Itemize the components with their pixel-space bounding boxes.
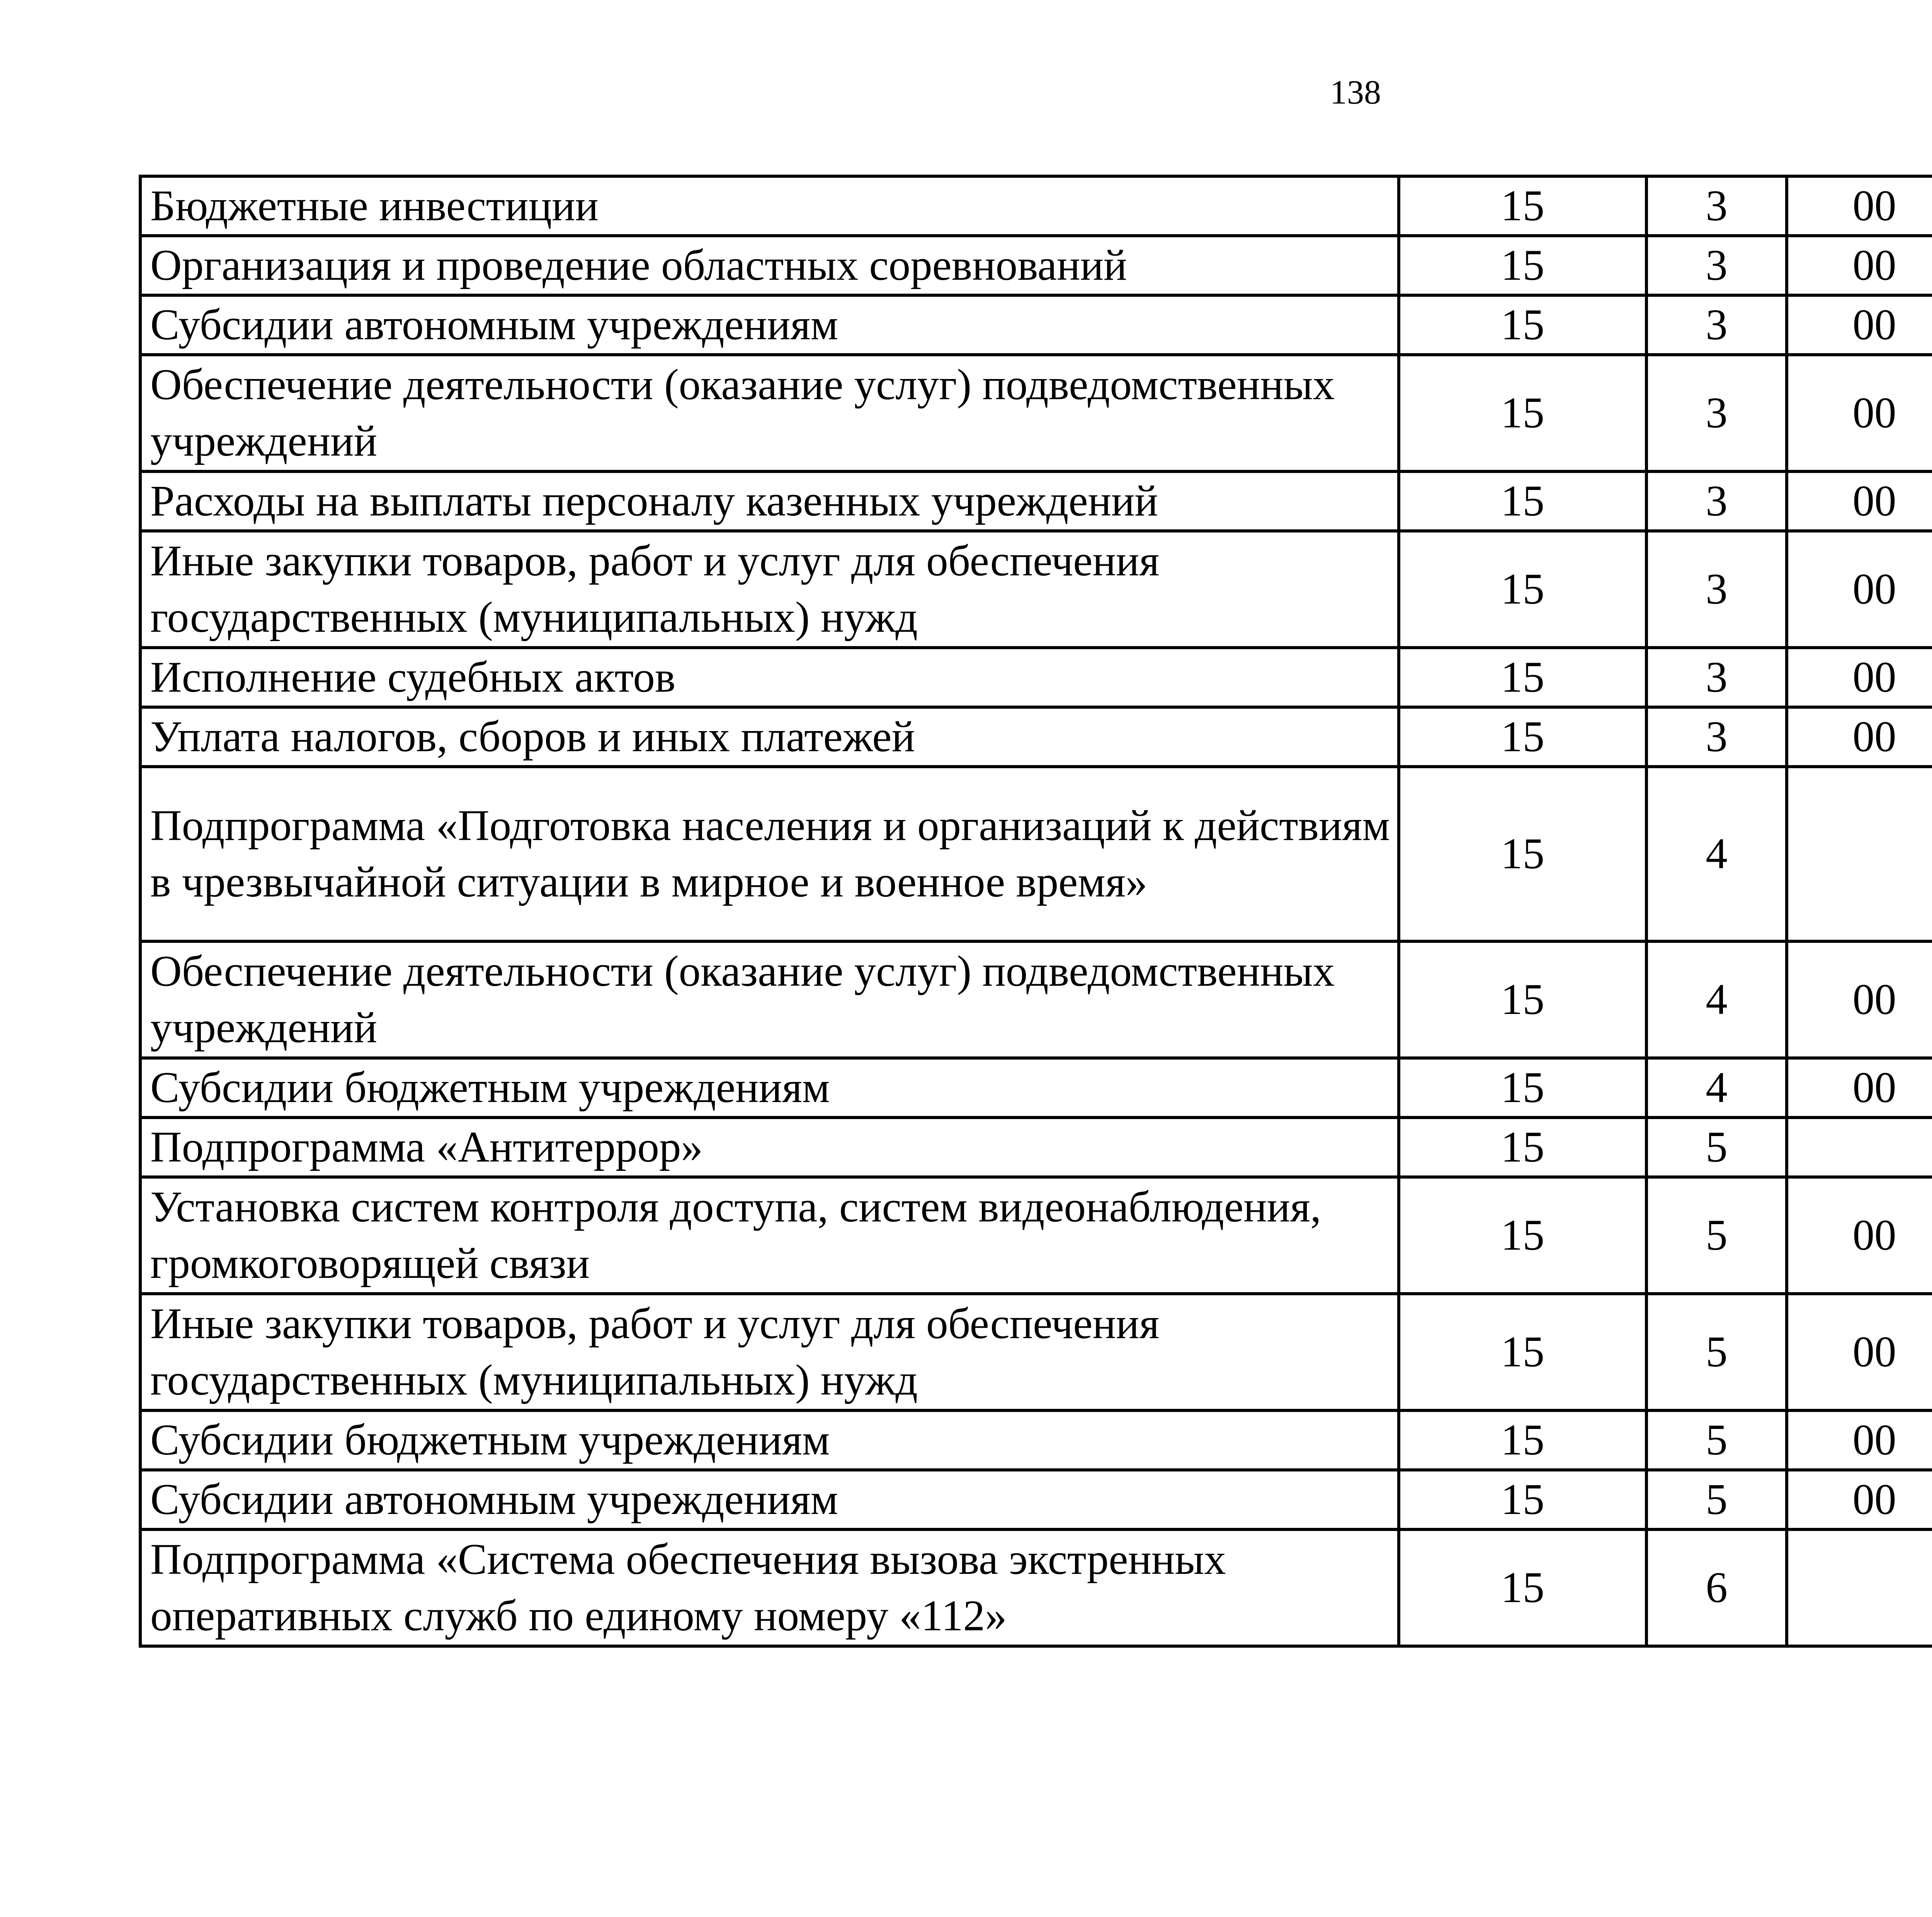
section-code: 15: [1399, 236, 1646, 295]
row-name: Обеспечение деятельности (оказание услуг) подведомственных учреждений: [140, 941, 1399, 1058]
table-row: [140, 295, 1932, 355]
subsection-code: 3: [1646, 707, 1787, 767]
section-code: 15: [1399, 176, 1646, 236]
subsection-code: 3: [1646, 355, 1787, 471]
row-name: Подпрограмма «Подготовка населения и организаций к действиям в чрезвычайной ситуации в мирное и военное время»: [140, 767, 1399, 941]
section-code: 15: [1399, 941, 1646, 1058]
table-row: [140, 471, 1932, 531]
page-number: 138: [1330, 74, 1381, 111]
section-code: 15: [1399, 1177, 1646, 1294]
program-code: 00: [1787, 1177, 1932, 1294]
program-code: 00: [1787, 176, 1932, 236]
row-name: Установка систем контроля доступа, систем видеонаблюдения, громкоговорящей связи: [140, 1177, 1399, 1294]
program-code: 00: [1787, 1410, 1932, 1470]
program-code: 00: [1787, 707, 1932, 767]
program-code: 00: [1787, 355, 1932, 471]
program-code: 00: [1787, 471, 1932, 531]
table-row: [140, 1177, 1932, 1294]
row-name: Бюджетные инвестиции: [140, 176, 1399, 236]
program-code: 00: [1787, 648, 1932, 707]
subsection-code: 5: [1646, 1294, 1787, 1410]
section-code: 15: [1399, 471, 1646, 531]
subsection-code: 4: [1646, 941, 1787, 1058]
program-code: 00: [1787, 1294, 1932, 1410]
program-code: 00: [1787, 1470, 1932, 1529]
table-row: [140, 236, 1932, 295]
table-row: [140, 1294, 1932, 1410]
section-code: 15: [1399, 1294, 1646, 1410]
section-code: 15: [1399, 648, 1646, 707]
program-code: 00: [1787, 295, 1932, 355]
table-row: [140, 355, 1932, 471]
row-name: Субсидии автономным учреждениям: [140, 295, 1399, 355]
table-row: [140, 1058, 1932, 1118]
subsection-code: 5: [1646, 1118, 1787, 1177]
table-row: [140, 1529, 1932, 1646]
table-row: [140, 767, 1932, 941]
row-name: Подпрограмма «Антитеррор»: [140, 1118, 1399, 1177]
subsection-code: 5: [1646, 1410, 1787, 1470]
row-name: Расходы на выплаты персоналу казенных учреждений: [140, 471, 1399, 531]
subsection-code: 3: [1646, 295, 1787, 355]
section-code: 15: [1399, 1410, 1646, 1470]
section-code: 15: [1399, 1118, 1646, 1177]
subsection-code: 5: [1646, 1470, 1787, 1529]
program-code: 00: [1787, 531, 1932, 648]
section-code: 15: [1399, 355, 1646, 471]
program-code: 00: [1787, 941, 1932, 1058]
row-name: Подпрограмма «Система обеспечения вызова экстренных оперативных служб по единому номеру «112»: [140, 1529, 1399, 1646]
table-row: [140, 707, 1932, 767]
program-code: 00: [1787, 236, 1932, 295]
budget-table: [139, 175, 1932, 1648]
section-code: 15: [1399, 531, 1646, 648]
section-code: 15: [1399, 707, 1646, 767]
subsection-code: 3: [1646, 471, 1787, 531]
section-code: 15: [1399, 1058, 1646, 1118]
table-row: [140, 531, 1932, 648]
table-row: [140, 1410, 1932, 1470]
section-code: 15: [1399, 1529, 1646, 1646]
table-row: [140, 176, 1932, 236]
row-name: Иные закупки товаров, работ и услуг для обеспечения государственных (муниципальных) нужд: [140, 531, 1399, 648]
subsection-code: 3: [1646, 236, 1787, 295]
subsection-code: 4: [1646, 767, 1787, 941]
row-name: Организация и проведение областных соревнований: [140, 236, 1399, 295]
program-code: [1787, 1118, 1932, 1177]
row-name: Субсидии бюджетным учреждениям: [140, 1410, 1399, 1470]
row-name: Иные закупки товаров, работ и услуг для обеспечения государственных (муниципальных) нужд: [140, 1294, 1399, 1410]
program-code: [1787, 767, 1932, 941]
row-name: Субсидии автономным учреждениям: [140, 1470, 1399, 1529]
table-row: [140, 1118, 1932, 1177]
table-row: [140, 941, 1932, 1058]
subsection-code: 3: [1646, 176, 1787, 236]
program-code: [1787, 1529, 1932, 1646]
row-name: Исполнение судебных актов: [140, 648, 1399, 707]
subsection-code: 6: [1646, 1529, 1787, 1646]
subsection-code: 5: [1646, 1177, 1787, 1294]
row-name: Субсидии бюджетным учреждениям: [140, 1058, 1399, 1118]
subsection-code: 3: [1646, 648, 1787, 707]
row-name: Обеспечение деятельности (оказание услуг) подведомственных учреждений: [140, 355, 1399, 471]
program-code: 00: [1787, 1058, 1932, 1118]
row-name: Уплата налогов, сборов и иных платежей: [140, 707, 1399, 767]
section-code: 15: [1399, 767, 1646, 941]
table-row: [140, 648, 1932, 707]
subsection-code: 3: [1646, 531, 1787, 648]
subsection-code: 4: [1646, 1058, 1787, 1118]
section-code: 15: [1399, 295, 1646, 355]
table-row: [140, 1470, 1932, 1529]
section-code: 15: [1399, 1470, 1646, 1529]
